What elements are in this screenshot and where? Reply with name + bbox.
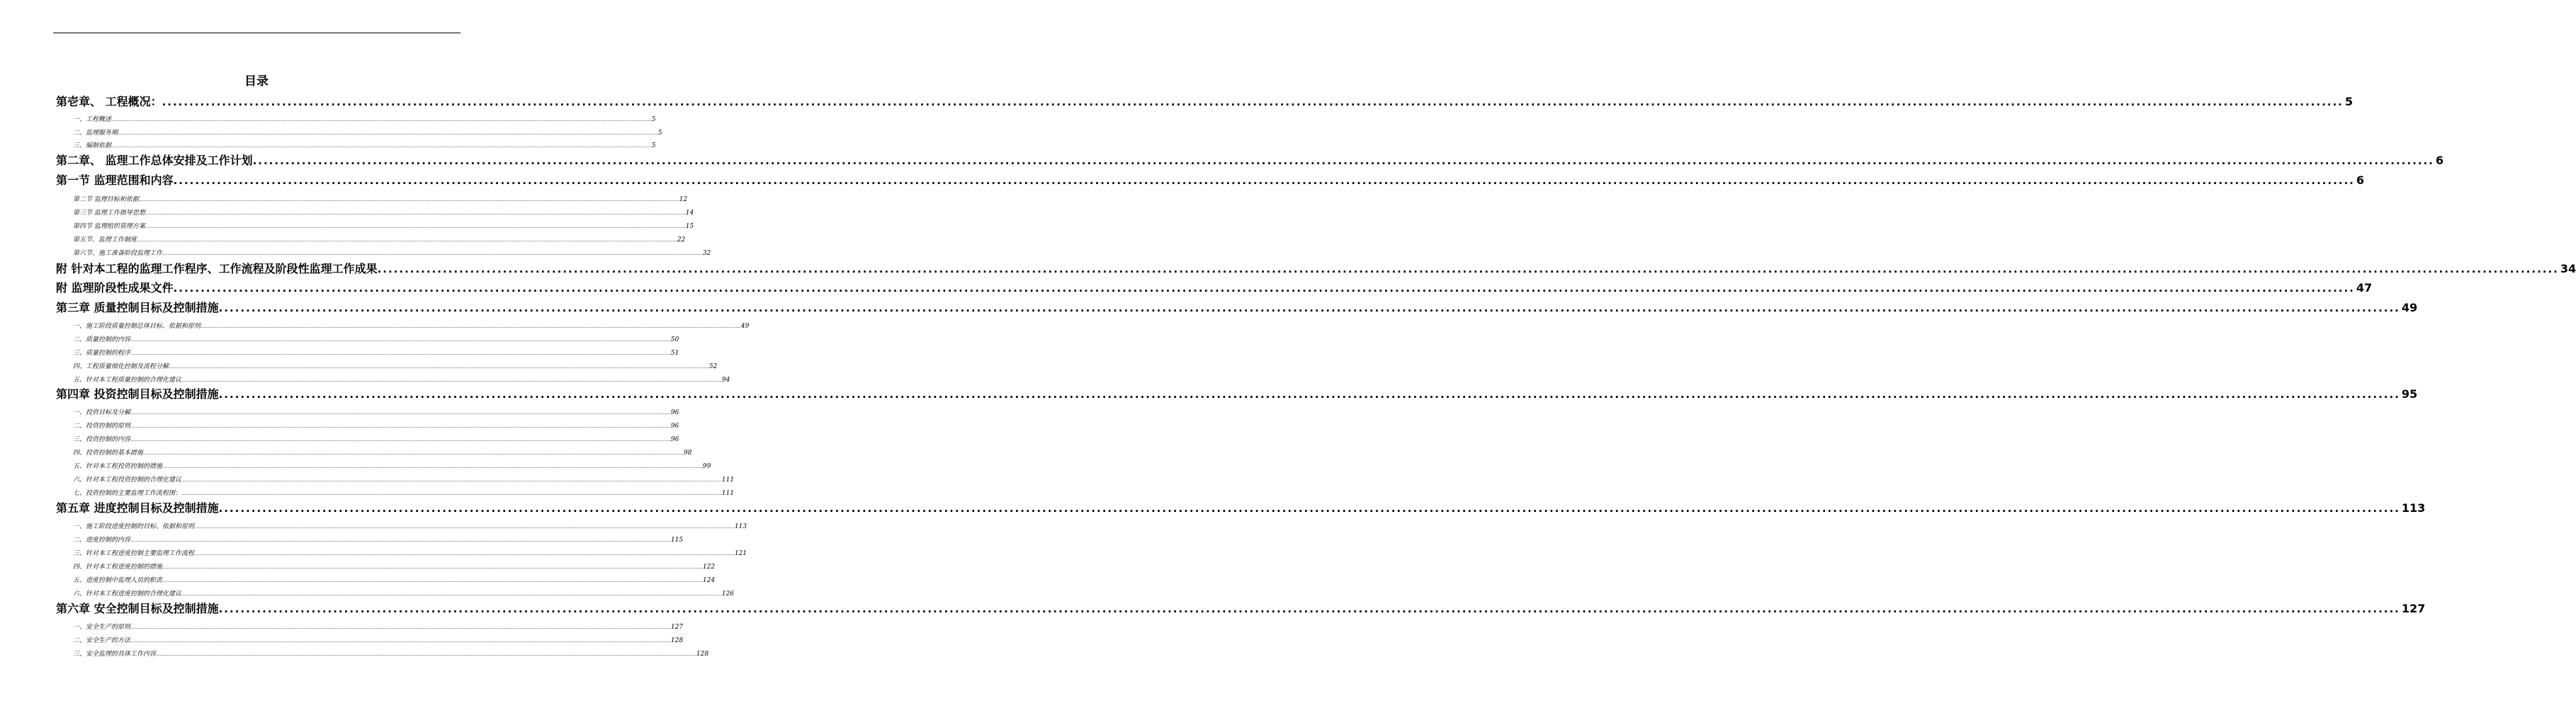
dot-leader: ................................................................................................................................................................................................................................................................................................................................................................................................................ xyxy=(162,251,703,256)
toc-entry-label: 一、安全生产的原则 xyxy=(73,624,131,631)
toc-entry-label: 第二节 监理目标和依据 xyxy=(73,196,139,203)
toc-entry-label: 二、投资控制的原则 xyxy=(73,423,131,430)
dot-leader: ................................................................................................................................................................................................................................................................................................................................................................................................................ xyxy=(218,502,2400,515)
toc-section-entry[interactable] xyxy=(73,435,679,445)
dot-leader: ................................................................................................................................................................................................................................................................................................................................................................................................................ xyxy=(181,378,722,383)
toc-section-entry[interactable] xyxy=(73,563,716,572)
toc-section-entry[interactable] xyxy=(73,449,692,458)
toc-page-number: 115 xyxy=(670,537,684,544)
toc-section-entry[interactable] xyxy=(73,322,750,331)
toc-page-number: 96 xyxy=(670,423,679,430)
toc-section-entry[interactable] xyxy=(73,142,656,151)
dot-leader: ................................................................................................................................................................................................................................................................................................................................................................................................................ xyxy=(143,451,684,456)
toc-entry-label: 附 针对本工程的监理工作程序、工作流程及阶段性监理工作成果 xyxy=(56,262,378,275)
toc-entry-label: 五、进度控制中监理人员的职责 xyxy=(73,577,163,584)
toc-section-entry[interactable] xyxy=(73,636,684,646)
dot-leader: ................................................................................................................................................................................................................................................................................................................................................................................................................ xyxy=(218,302,2400,314)
toc-entry-label: 三、质量控制的程序 xyxy=(73,350,131,357)
toc-entry-label: 四、工程质量细化控制及流程分解 xyxy=(73,363,169,370)
dot-leader: ................................................................................................................................................................................................................................................................................................................................................................................................................ xyxy=(130,351,671,356)
dot-leader: ................................................................................................................................................................................................................................................................................................................................................................................................................ xyxy=(181,491,722,496)
toc-page-number: 111 xyxy=(721,476,735,484)
dot-leader: ................................................................................................................................................................................................................................................................................................................................................................................................................ xyxy=(181,478,722,483)
dot-leader: ................................................................................................................................................................................................................................................................................................................................................................................................................ xyxy=(130,338,671,343)
toc-entry-label: 四、投资控制的基本措施 xyxy=(73,450,144,457)
dot-leader: ................................................................................................................................................................................................................................................................................................................................................................................................................ xyxy=(130,424,671,429)
dot-leader: ................................................................................................................................................................................................................................................................................................................................................................................................................ xyxy=(194,525,735,530)
toc-entry-label: 第二章、 监理工作总体安排及工作计划 xyxy=(56,154,253,167)
toc-entry-label: 二、进度控制的内容 xyxy=(73,537,131,544)
toc-section-entry[interactable] xyxy=(73,576,716,586)
toc-page-number: 47 xyxy=(2356,281,2373,295)
toc-entry-label: 第三章 质量控制目标及控制措施 xyxy=(56,301,219,314)
dot-leader: ................................................................................................................................................................................................................................................................................................................................................................................................................ xyxy=(130,538,671,543)
toc-page-number: 49 xyxy=(740,323,750,330)
toc-page-number: 124 xyxy=(702,577,716,584)
toc-page-number: 95 xyxy=(2401,387,2418,401)
toc-page-number: 127 xyxy=(670,624,684,631)
toc-section-entry[interactable] xyxy=(73,623,684,632)
toc-page-number: 113 xyxy=(2401,501,2426,515)
toc-section-entry[interactable] xyxy=(73,650,709,659)
toc-page-number: 111 xyxy=(721,490,735,497)
toc-page-number: 32 xyxy=(702,250,711,257)
toc-section-entry[interactable] xyxy=(73,362,718,372)
toc-title: 目录 xyxy=(244,74,269,89)
dot-leader: ................................................................................................................................................................................................................................................................................................................................................................................................................ xyxy=(162,464,703,469)
toc-page-number: 127 xyxy=(2401,602,2426,615)
toc-chapter-entry[interactable] xyxy=(56,153,2444,169)
toc-page-number: 99 xyxy=(702,463,711,470)
toc-chapter-entry[interactable] xyxy=(56,261,2576,277)
toc-entry-label: 七、投资控制的主要监理工作流程图： xyxy=(73,490,182,497)
toc-chapter-entry[interactable] xyxy=(56,280,2373,296)
toc-section-entry[interactable] xyxy=(73,549,747,559)
toc-page-number: 96 xyxy=(670,409,679,416)
toc-section-entry[interactable] xyxy=(73,349,679,358)
toc-entry-label: 三、安全监理的具体工作内容 xyxy=(73,651,157,658)
toc-page-number: 122 xyxy=(702,564,716,571)
toc-entry-label: 一、投资目标及分解 xyxy=(73,409,131,416)
toc-page-number: 6 xyxy=(2356,173,2365,187)
toc-entry-label: 第壱章、 工程概况： xyxy=(56,95,162,108)
dot-leader: ................................................................................................................................................................................................................................................................................................................................................................................................................ xyxy=(130,411,671,416)
toc-entry-label: 第四节 监理组织管理方案 xyxy=(73,223,145,230)
toc-entry-label: 第三节 监理工作指导思想 xyxy=(73,210,145,217)
toc-chapter-entry[interactable] xyxy=(56,387,2418,402)
toc-section-entry[interactable] xyxy=(73,376,730,385)
toc-section-entry[interactable] xyxy=(73,489,735,498)
toc-section-entry[interactable] xyxy=(73,129,662,138)
toc-entry-label: 六、针对本工程进度控制的合理化建议 xyxy=(73,590,182,598)
dot-leader: ................................................................................................................................................................................................................................................................................................................................................................................................................ xyxy=(111,118,652,122)
toc-page-number: 14 xyxy=(685,210,694,217)
toc-section-entry[interactable] xyxy=(73,409,679,418)
dot-leader: ................................................................................................................................................................................................................................................................................................................................................................................................................ xyxy=(181,592,722,597)
dot-leader: ................................................................................................................................................................................................................................................................................................................................................................................................................ xyxy=(162,565,703,570)
toc-page-number: 50 xyxy=(670,336,679,343)
dot-leader: ................................................................................................................................................................................................................................................................................................................................................................................................................ xyxy=(138,198,679,202)
toc-page-number: 49 xyxy=(2401,301,2418,314)
toc-section-entry[interactable] xyxy=(73,236,686,245)
toc-section-entry[interactable] xyxy=(73,195,688,205)
toc-section-entry[interactable] xyxy=(73,462,711,472)
toc-entry-label: 二、安全生产的方法 xyxy=(73,637,131,644)
dot-leader: ................................................................................................................................................................................................................................................................................................................................................................................................................ xyxy=(377,263,2559,275)
dot-leader: ................................................................................................................................................................................................................................................................................................................................................................................................................ xyxy=(173,282,2355,295)
dot-leader: ................................................................................................................................................................................................................................................................................................................................................................................................................ xyxy=(130,438,671,443)
toc-entry-label: 三、针对本工程进度控制主要监理工作流程 xyxy=(73,550,195,557)
toc-entry-label: 第一节 监理范围和内容 xyxy=(56,173,174,187)
toc-section-entry[interactable] xyxy=(73,590,735,599)
toc-section-entry[interactable] xyxy=(73,476,735,485)
toc-page-number: 5 xyxy=(2344,95,2354,108)
toc-page-number: 126 xyxy=(721,590,735,598)
toc-page-number: 128 xyxy=(696,651,709,658)
toc-page-number: 5 xyxy=(657,130,662,137)
dot-leader: ................................................................................................................................................................................................................................................................................................................................................................................................................ xyxy=(218,603,2400,615)
toc-entry-label: 四、针对本工程进度控制的措施 xyxy=(73,564,163,571)
toc-section-entry[interactable] xyxy=(73,115,656,125)
toc-section-entry[interactable] xyxy=(73,536,684,545)
toc-page-number: 128 xyxy=(670,637,684,644)
toc-entry-label: 三、投资控制的内容 xyxy=(73,436,131,443)
dot-leader: ................................................................................................................................................................................................................................................................................................................................................................................................................ xyxy=(169,365,709,370)
toc-entry-label: 二、质量控制的内容 xyxy=(73,336,131,343)
toc-section-entry[interactable] xyxy=(73,249,711,258)
toc-section-entry[interactable] xyxy=(73,222,694,232)
toc-chapter-entry[interactable] xyxy=(56,300,2418,316)
dot-leader: ................................................................................................................................................................................................................................................................................................................................................................................................................ xyxy=(111,144,652,149)
toc-entry-label: 五、针对本工程投资控制的措施 xyxy=(73,463,163,470)
dot-leader: ................................................................................................................................................................................................................................................................................................................................................................................................................ xyxy=(252,154,2434,167)
dot-leader: ................................................................................................................................................................................................................................................................................................................................................................................................................ xyxy=(162,578,703,583)
toc-entry-label: 第六章 安全控制目标及控制措施 xyxy=(56,602,219,615)
toc-page-number: 12 xyxy=(679,196,688,203)
toc-chapter-entry[interactable] xyxy=(56,601,2426,617)
dot-leader: ................................................................................................................................................................................................................................................................................................................................................................................................................ xyxy=(218,388,2400,401)
toc-section-entry[interactable] xyxy=(73,336,679,345)
toc-page-number: 6 xyxy=(2435,154,2444,167)
dot-leader: ................................................................................................................................................................................................................................................................................................................................................................................................................ xyxy=(162,96,2344,108)
toc-page-number: 22 xyxy=(677,236,686,244)
toc-entry-label: 第五节、监理工作制度 xyxy=(73,236,137,244)
toc-section-entry[interactable] xyxy=(73,209,694,218)
toc-section-entry[interactable] xyxy=(73,523,747,532)
toc-entry-label: 三、编制依据 xyxy=(73,142,112,149)
toc-section-entry[interactable] xyxy=(73,422,679,431)
toc-page-number: 113 xyxy=(734,523,747,530)
dot-leader: ................................................................................................................................................................................................................................................................................................................................................................................................................ xyxy=(130,639,671,644)
toc-page-number: 5 xyxy=(651,142,656,149)
toc-chapter-entry[interactable] xyxy=(56,501,2426,516)
toc-entry-label: 一、施工阶段进度控制的目标、依据和原则 xyxy=(73,523,195,530)
toc-page-number: 51 xyxy=(670,350,679,357)
toc-entry-label: 第四章 投资控制目标及控制措施 xyxy=(56,387,219,401)
dot-leader: ................................................................................................................................................................................................................................................................................................................................................................................................................ xyxy=(118,131,658,136)
dot-leader: ................................................................................................................................................................................................................................................................................................................................................................................................................ xyxy=(194,552,735,556)
toc-page-number: 5 xyxy=(651,116,656,123)
dot-leader: ................................................................................................................................................................................................................................................................................................................................................................................................................ xyxy=(156,652,696,657)
dot-leader: ................................................................................................................................................................................................................................................................................................................................................................................................................ xyxy=(200,324,741,329)
toc-entry-label: 第六节、施工准备阶段监理工作 xyxy=(73,250,163,257)
dot-leader: ................................................................................................................................................................................................................................................................................................................................................................................................................ xyxy=(130,625,671,630)
toc-page-number: 15 xyxy=(685,223,694,230)
toc-page-number: 98 xyxy=(683,450,692,457)
toc-entry-label: 六、针对本工程投资控制的合理化建议 xyxy=(73,476,182,484)
toc-entry-label: 附 监理阶段性成果文件 xyxy=(56,281,174,295)
toc-entry-label: 一、工程概述 xyxy=(73,116,112,123)
dot-leader: ................................................................................................................................................................................................................................................................................................................................................................................................................ xyxy=(137,238,677,243)
dot-leader: ................................................................................................................................................................................................................................................................................................................................................................................................................ xyxy=(173,174,2355,187)
toc-page-number: 34 xyxy=(2560,262,2576,275)
toc-page-number: 94 xyxy=(721,377,730,384)
toc-entry-label: 二、监理服务期 xyxy=(73,130,118,137)
toc-page-number: 121 xyxy=(734,550,747,557)
toc-chapter-entry[interactable] xyxy=(56,173,2365,188)
toc-entry-label: 一、施工阶段质量控制总体目标、依据和原则 xyxy=(73,323,201,330)
dot-leader: ................................................................................................................................................................................................................................................................................................................................................................................................................ xyxy=(145,211,686,216)
toc-entry-label: 五、针对本工程质量控制的合理化建议 xyxy=(73,377,182,384)
toc-chapter-entry[interactable] xyxy=(56,94,2354,110)
toc-page-number: 52 xyxy=(708,363,718,370)
dot-leader: ................................................................................................................................................................................................................................................................................................................................................................................................................ xyxy=(145,224,686,229)
toc-entry-label: 第五章 进度控制目标及控制措施 xyxy=(56,501,219,515)
toc-page-number: 96 xyxy=(670,436,679,443)
